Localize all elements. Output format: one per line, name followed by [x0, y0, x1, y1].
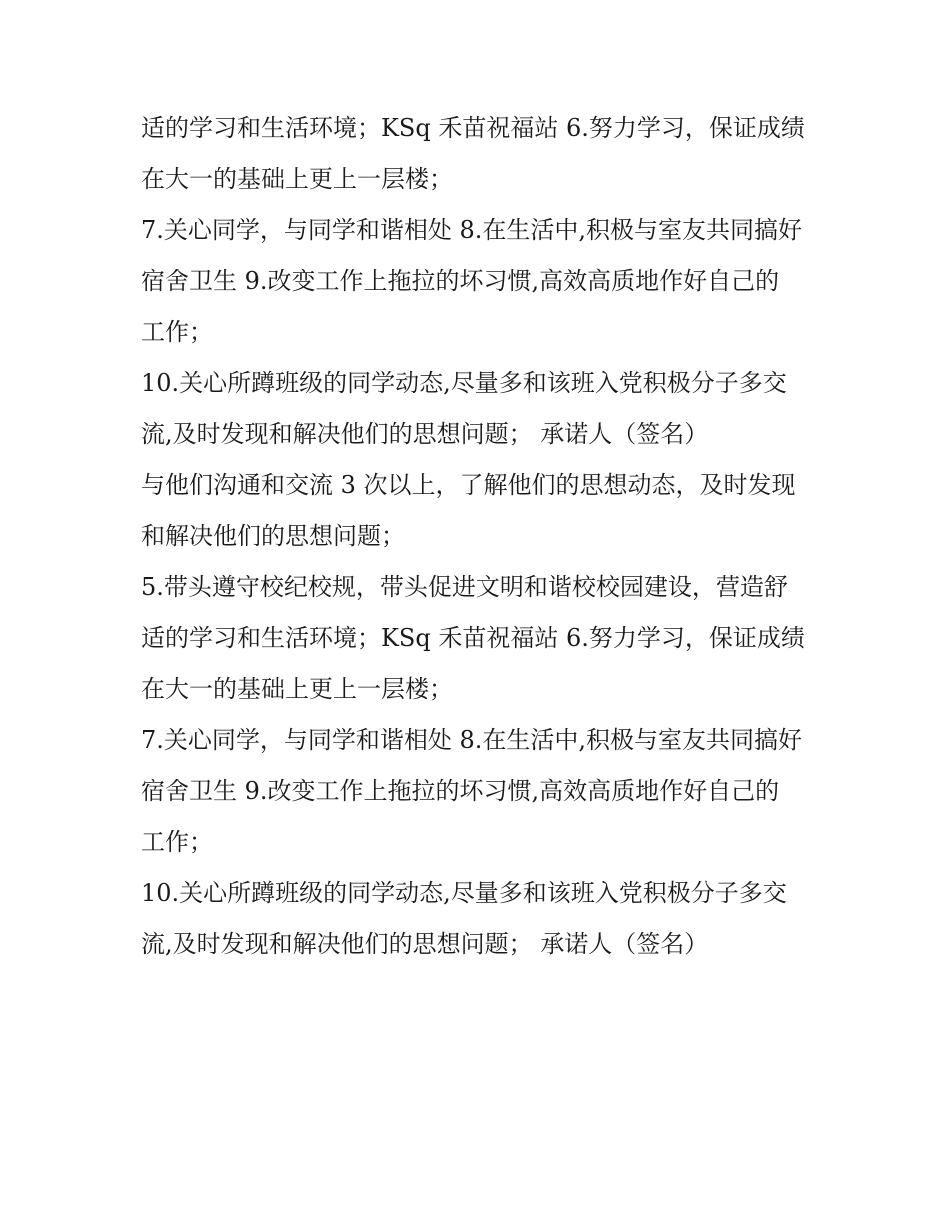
- text-line: 工作；: [141, 318, 213, 346]
- text-line: 适的学习和生活环境；KSq 禾苗祝福站 6.努力学习，保证成绩: [141, 624, 805, 652]
- text-line: 7.关心同学，与同学和谐相处 8.在生活中,积极与室友共同搞好: [141, 726, 803, 754]
- text-line: 在大一的基础上更上一层楼；: [141, 165, 453, 193]
- text-line: 工作；: [141, 828, 213, 856]
- text-line: 和解决他们的思想问题；: [141, 522, 405, 550]
- text-line: 适的学习和生活环境；KSq 禾苗祝福站 6.努力学习，保证成绩: [141, 114, 805, 142]
- text-line: 流,及时发现和解决他们的思想问题； 承诺人（签名）: [141, 930, 709, 958]
- text-line: 流,及时发现和解决他们的思想问题； 承诺人（签名）: [141, 420, 709, 448]
- text-line: 宿舍卫生 9.改变工作上拖拉的坏习惯,高效高质地作好自己的: [141, 777, 780, 805]
- text-line: 宿舍卫生 9.改变工作上拖拉的坏习惯,高效高质地作好自己的: [141, 267, 780, 295]
- document-body: [141, 103, 821, 970]
- text-line: 10.关心所蹲班级的同学动态,尽量多和该班入党积极分子多交: [141, 879, 787, 907]
- text-line: 与他们沟通和交流 3 次以上，了解他们的思想动态，及时发现: [141, 471, 796, 499]
- text-line: 在大一的基础上更上一层楼；: [141, 675, 453, 703]
- text-line: 10.关心所蹲班级的同学动态,尽量多和该班入党积极分子多交: [141, 369, 787, 397]
- text-line: 7.关心同学，与同学和谐相处 8.在生活中,积极与室友共同搞好: [141, 216, 803, 244]
- text-line: 5.带头遵守校纪校规，带头促进文明和谐校校园建设，营造舒: [141, 573, 788, 601]
